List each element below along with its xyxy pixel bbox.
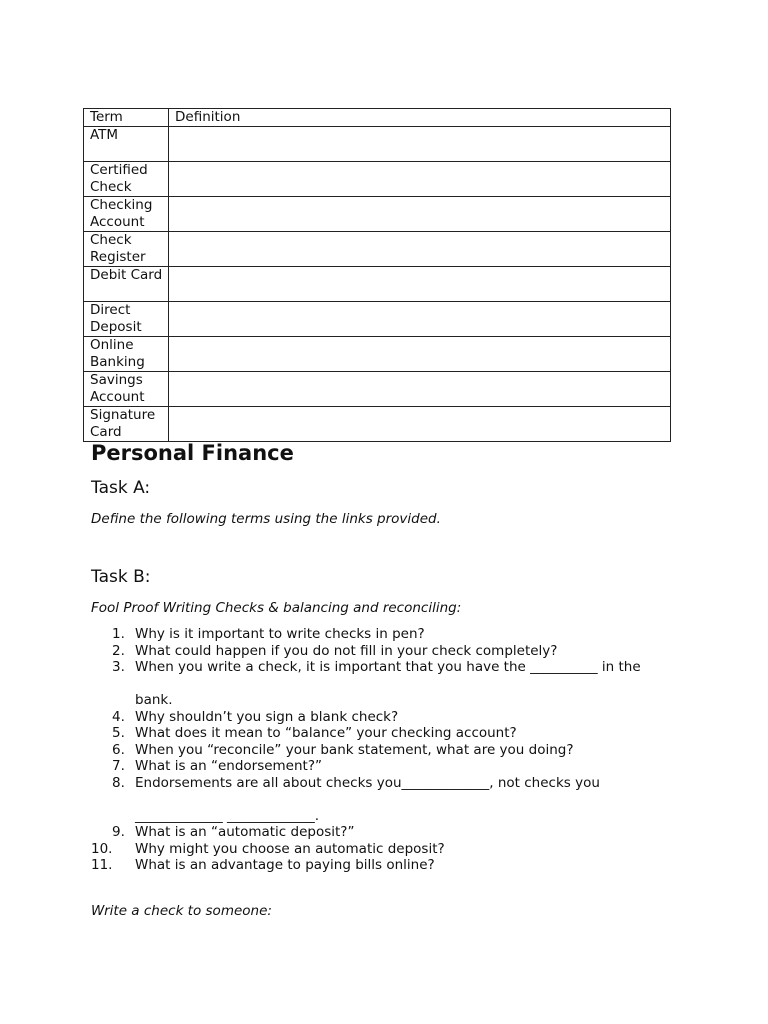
header-term: Term <box>84 109 169 127</box>
terms-table <box>83 108 671 442</box>
definition-cell <box>169 162 671 197</box>
table-row <box>84 372 671 407</box>
term-cell: Direct Deposit <box>84 302 169 337</box>
list-item: 2. What could happen if you do not fill in your check completely? <box>112 642 558 659</box>
task-b-instruction: Fool Proof Writing Checks & balancing and reconciling: <box>91 600 462 616</box>
term-cell: Signature Card <box>84 407 169 442</box>
list-item: 1. Why is it important to write checks in pen? <box>112 626 425 642</box>
term-cell: Checking Account <box>84 197 169 232</box>
term-cell: Online Banking <box>84 337 169 372</box>
task-b-heading: Task B: <box>91 567 151 587</box>
check-writing-prompt: Write a check to someone: <box>91 903 272 919</box>
list-item: 11. What is an advantage to paying bills online? <box>91 857 435 873</box>
list-item: 6. When you “reconcile” your bank statement, what are you doing? <box>112 741 574 758</box>
table-row <box>84 302 671 337</box>
list-item: 4. Why shouldn’t you sign a blank check? <box>112 708 399 725</box>
list-item: 9. What is an “automatic deposit?” <box>112 824 355 840</box>
definition-cell <box>169 407 671 442</box>
list-item: 8. Endorsements are all about checks you_____________, not checks you _____________ _____________. <box>112 774 600 824</box>
term-cell: ATM <box>84 127 169 162</box>
page-title: Personal Finance <box>91 441 294 465</box>
table-row <box>84 232 671 267</box>
definition-cell <box>169 232 671 267</box>
list-item: 10. Why might you choose an automatic deposit? <box>91 840 445 857</box>
list-item: 3. When you write a check, it is important that you have the __________ in the bank. <box>112 659 641 708</box>
table-row <box>84 127 671 162</box>
task-a-heading: Task A: <box>91 478 151 498</box>
term-cell: Debit Card <box>84 267 169 302</box>
table-row <box>84 337 671 372</box>
definition-cell <box>169 267 671 302</box>
list-item: 7. What is an “endorsement?” <box>112 758 322 774</box>
header-definition: Definition <box>169 109 671 127</box>
task-a-instruction: Define the following terms using the links provided. <box>91 511 441 527</box>
definition-cell <box>169 127 671 162</box>
table-row <box>84 407 671 442</box>
definition-cell <box>169 372 671 407</box>
table-row <box>84 162 671 197</box>
list-item: 5. What does it mean to “balance” your checking account? <box>112 725 517 741</box>
table-header-row <box>84 109 671 127</box>
definition-cell <box>169 197 671 232</box>
question-list <box>91 626 681 874</box>
term-cell: Savings Account <box>84 372 169 407</box>
definition-cell <box>169 302 671 337</box>
definition-cell <box>169 337 671 372</box>
term-cell: Certified Check <box>84 162 169 197</box>
table-row <box>84 197 671 232</box>
term-cell: Check Register <box>84 232 169 267</box>
table-row <box>84 267 671 302</box>
